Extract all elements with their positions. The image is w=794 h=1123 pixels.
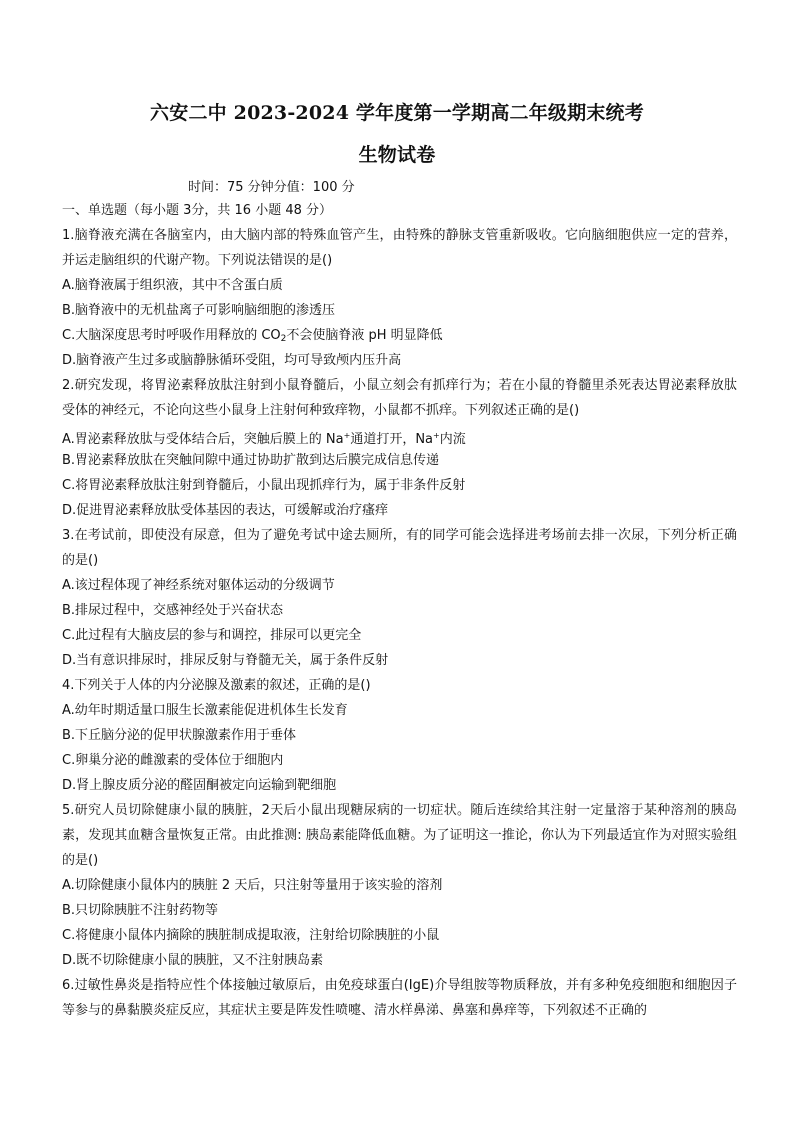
question-2-option-b: B.胃泌素释放肽在突触间隙中通过协助扩散到达后膜完成信息传递 [62, 453, 440, 468]
question-5-option-c: C.将健康小鼠体内摘除的胰脏制成提取液，注射给切除胰脏的小鼠 [62, 928, 440, 943]
question-3-option-b: B.排尿过程中，交感神经处于兴奋状态 [62, 603, 284, 618]
question-5-option-b: B.只切除胰脏不注射药物等 [62, 903, 219, 918]
question-3-option-c: C.此过程有大脑皮层的参与和调控，排尿可以更完全 [62, 628, 362, 643]
question-4-option-d: D.肾上腺皮质分泌的醛固酮被定向运输到靶细胞 [62, 778, 337, 793]
question-1-option-b: B.脑脊液中的无机盐离子可影响脑细胞的渗透压 [62, 303, 336, 318]
question-2-option-a [62, 423, 737, 448]
question-1-option-a: A.脑脊液属于组织液，其中不含蛋白质 [62, 278, 283, 293]
question-4-option-a: A.幼年时期适量口服生长激素能促进机体生长发育 [62, 703, 348, 718]
exam-subtitle: 生物试卷 [358, 144, 436, 166]
option-text: 通道打开，Na [350, 432, 434, 447]
question-1-stem: 1.脑脊液充满在各脑室内，由大脑内部的特殊血管产生，由特殊的静脉支管重新吸收。它向脑细胞供应一定的营养，并运走脑组织的代谢产物。下列说法错误的是() [62, 228, 737, 268]
question-1-option-c [62, 323, 737, 348]
exam-title: 六安二中 2023-2024 学年度第一学期高二年级期末统考 [150, 102, 644, 124]
question-4-option-c: C.卵巢分泌的雌激素的受体位于细胞内 [62, 753, 284, 768]
question-2-option-c: C.将胃泌素释放肽注射到脊髓后，小鼠出现抓痒行为，属于非条件反射 [62, 478, 466, 493]
question-3-stem: 3.在考试前，即使没有尿意，但为了避免考试中途去厕所，有的同学可能会选择进考场前去排一次尿，下列分析正确的是() [62, 528, 737, 568]
option-text: 不会使脑脊液 pH 明显降低 [286, 328, 443, 343]
option-text: 内流 [439, 432, 466, 447]
question-6-stem: 6.过敏性鼻炎是指特应性个体接触过敏原后，由免疫球蛋白(IgE)介导组胺等物质释放，并有多种免疫细胞和细胞因子等参与的鼻黏膜炎症反应，其症状主要是阵发性喷嚏、清水样鼻涕、鼻塞和鼻痒等，下列叙述不正确的 [62, 978, 737, 1018]
superscript: + [433, 431, 440, 440]
superscript: + [343, 431, 351, 440]
option-text: C.大脑深度思考时呼吸作用释放的 CO [62, 328, 281, 343]
question-4-stem: 4.下列关于人体的内分泌腺及激素的叙述，正确的是() [62, 678, 371, 693]
question-2-stem: 2.研究发现，将胃泌素释放肽注射到小鼠脊髓后，小鼠立刻会有抓痒行为；若在小鼠的脊髓里杀死表达胃泌素释放肽受体的神经元，不论向这些小鼠身上注射何种致痒物，小鼠都不抓痒。下列叙述正确的是() [62, 378, 737, 418]
question-1-option-d: D.脑脊液产生过多或脑静脉循环受阻，均可导致颅内压升高 [62, 353, 402, 368]
question-5-option-a: A.切除健康小鼠体内的胰脏 2 天后，只注射等量用于该实验的溶剂 [62, 878, 443, 893]
section-heading: 一、单选题（每小题 3分，共 16 小题 48 分） [62, 203, 333, 218]
question-2-option-d: D.促进胃泌素释放肽受体基因的表达，可缓解或治疗瘙痒 [62, 503, 389, 518]
exam-meta: 时间：75 分钟分值：100 分 [188, 180, 355, 195]
question-3-option-d: D.当有意识排尿时，排尿反射与脊髓无关，属于条件反射 [62, 653, 389, 668]
question-3-option-a: A.该过程体现了神经系统对躯体运动的分级调节 [62, 578, 335, 593]
exam-body [62, 198, 737, 1023]
option-text: A.胃泌素释放肽与受体结合后，突触后膜上的 Na [62, 432, 344, 447]
question-4-option-b: B.下丘脑分泌的促甲状腺激素作用于垂体 [62, 728, 297, 743]
question-5-stem: 5.研究人员切除健康小鼠的胰脏，2天后小鼠出现糖尿病的一切症状。随后连续给其注射一定量溶于某种溶剂的胰岛素，发现其血糖含量恢复正常。由此推测: 胰岛素能降低血糖。为了证明这一推论，你认为下列最适宜作为对照实验组的是() [62, 803, 737, 868]
question-5-option-d: D.既不切除健康小鼠的胰脏，又不注射胰岛素 [62, 953, 324, 968]
subscript: 2 [280, 334, 287, 344]
